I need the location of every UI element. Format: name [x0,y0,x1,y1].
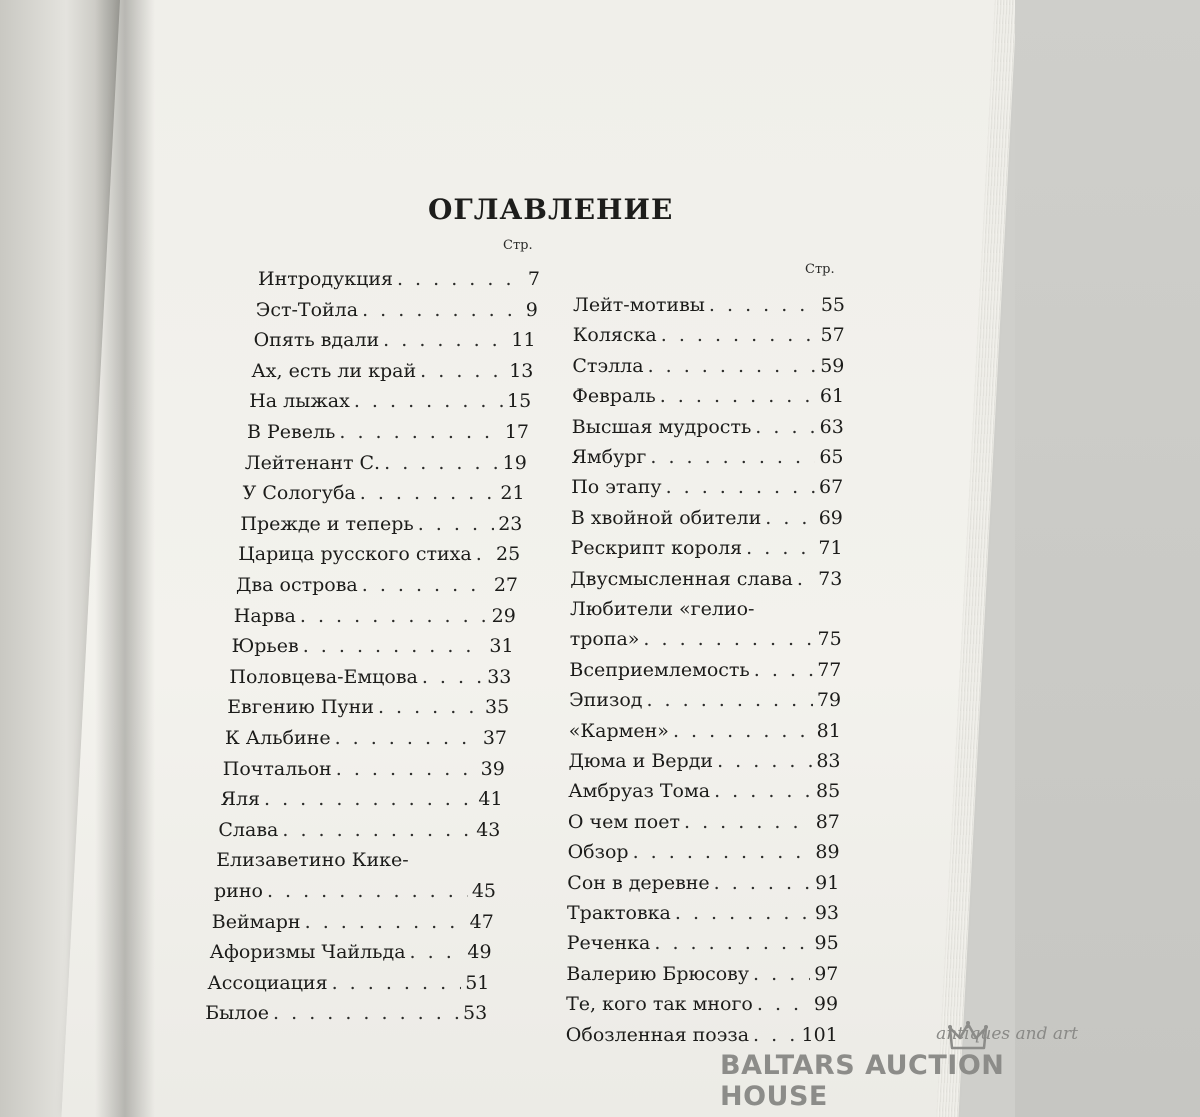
toc-entry [240,513,522,535]
toc-entry [571,476,843,498]
toc-entry-title: Опять вдали [253,329,380,352]
toc-entry-leader [660,385,816,407]
toc-entry [221,788,503,810]
toc-entry-page: 79 [816,689,842,712]
toc-entry-leader [397,268,524,290]
toc-entry-page: 41 [478,788,503,811]
toc-entry-page: 33 [487,665,512,688]
toc-entry [236,574,518,596]
toc-entry-page: 61 [819,385,845,408]
toc-entry-page: 35 [485,696,510,719]
toc-entry-leader [661,324,817,346]
toc-entry-leader [335,727,479,749]
toc-entry [223,758,505,780]
toc-entry-leader [754,659,813,681]
toc-entry-leader [633,841,812,863]
toc-entry-title: Афоризмы Чайльда [209,941,406,964]
toc-entry [238,543,520,565]
toc-entry-leader [273,1002,459,1024]
toc-entry [247,421,529,443]
toc-entry [566,993,838,1015]
toc-entry-leader [476,543,492,565]
toc-entry [571,537,843,559]
toc-entry-page: 19 [502,451,527,474]
toc-entry-leader [383,329,507,351]
toc-entry-title: Лейтенант С. [244,451,381,474]
toc-entry-title: Эст-Тойла [255,298,359,321]
toc-entry-title: Ямбург [571,446,647,468]
toc-entry-leader [384,452,499,474]
toc-entry-page: 13 [509,359,534,382]
toc-entry-title: Стэлла [572,354,644,377]
toc-entry [258,268,540,290]
toc-entry-title: Обозленная поэза [565,1023,750,1046]
toc-entry-leader [300,605,488,627]
toc-entry-page: 63 [819,415,844,438]
toc-entry-title: «Кармен» [568,719,669,742]
toc-entry-title: Те, кого так много [566,993,753,1016]
toc-entry-leader [360,482,497,504]
toc-entry [205,1002,487,1024]
toc-entry-leader [753,963,810,985]
toc-entry-title: Лейт-мотивы [573,294,705,316]
toc-entry-page: 89 [815,841,840,864]
toc-entry-leader [714,872,811,894]
toc-entry-page: 25 [496,543,521,566]
toc-entry-leader [362,574,490,596]
toc-entry-title: Коляска [572,324,657,347]
toc-entry-leader [648,355,817,377]
toc-entry-page: 11 [511,329,536,352]
toc-entry-page: 77 [817,658,842,681]
toc-entry-page: 99 [813,993,839,1016]
toc-entry-title: Юрьев [231,635,299,658]
toc-entry-leader [264,788,474,810]
toc-entry-title: Реченка [566,932,651,955]
toc-entry-title: Высшая мудрость [571,415,752,438]
toc-entry-title: Двусмысленная слава [570,567,793,590]
toc-entry-leader [675,902,811,924]
toc-entry-page: 65 [819,446,844,468]
toc-entry-leader [646,689,812,711]
toc-entry-page: 17 [504,421,529,443]
toc-entry-leader [684,811,812,833]
toc-entry-title: В хвойной обители [570,506,762,529]
toc-entry-page: 81 [816,719,841,742]
toc-entry-title: Сон в деревне [567,871,710,894]
toc-entry-leader [267,880,468,902]
toc-entry-page: 51 [465,971,490,994]
toc-entry-title: Половцева-Емцова [229,665,418,688]
toc-entry-title: рино [214,880,263,902]
toc-entry-leader [709,294,817,316]
toc-entry [216,849,498,871]
toc-entry [569,659,841,681]
toc-entry-title: Елизаветино Кике- [216,849,409,872]
toc-entry-page: 43 [476,818,501,841]
toc-entry-leader [650,446,815,468]
toc-entry-page: 67 [819,476,844,499]
toc-entry-leader [757,993,810,1015]
toc-entry-title: Валерию Брюсову [566,962,750,985]
toc-entry-title: Эпизод [569,689,643,712]
toc-entry-title: Всеприемлемость [569,658,750,681]
toc-entry-leader [418,513,495,535]
toc-entry [570,628,842,650]
toc-entry-page: 75 [817,628,842,651]
toc-entry-title: Ах, есть ли край [251,359,417,382]
toc-entry [568,811,840,833]
toc-entry [225,727,507,749]
toc-entry [212,911,494,933]
toc-entry [218,819,500,841]
toc-entry-page: 39 [480,757,505,780]
toc-entry [569,750,841,772]
toc-entry [256,299,538,321]
toc-entry-leader [410,941,464,963]
toc-entry-leader [755,416,815,438]
toc-entry-page: 55 [820,294,845,316]
toc-entry [210,941,492,963]
toc-entry-leader [378,696,481,718]
toc-entry-page: 49 [467,941,492,964]
toc-entry-leader [643,628,813,650]
toc-entry-leader [654,932,810,954]
toc-entry-page: 53 [463,1002,488,1025]
toc-entry-leader [797,568,814,590]
toc-entry-title: По этапу [571,476,662,499]
toc-entry [568,841,840,863]
toc-entry-page: 47 [469,910,494,933]
toc-entry [567,902,839,924]
toc-entry [245,452,527,474]
toc-entry-page: 21 [500,482,525,505]
toc-entry-leader [362,299,522,321]
toc-entry-leader [282,819,472,841]
toc-entry-page: 71 [818,537,843,560]
toc-entry-page: 85 [816,780,841,803]
watermark-name: BALTARS AUCTION HOUSE [720,1050,1005,1112]
toc-entry-title: Рескрипт короля [570,537,743,560]
toc-entry [568,780,840,802]
page-column-header-right: Стр. [805,262,835,277]
toc-entry [214,880,496,902]
toc-entry-leader [422,666,483,688]
toc-entry-page: 93 [814,902,839,924]
toc-entry-title: Царица русского стиха [238,543,472,566]
toc-entry [207,972,489,994]
toc-entry-leader [717,750,812,772]
toc-entry-page: 9 [525,298,538,321]
toc-entry-title: Евгению Пуни [227,696,374,719]
toc-entry [573,324,845,346]
toc-entry [570,568,842,590]
toc-entry-page: 87 [815,810,840,833]
toc-entry-page: 95 [814,932,839,955]
toc-entry-title: Слава [218,818,279,841]
toc-entry [572,446,844,468]
toc-entry-page: 45 [471,880,496,902]
toc-entry-page: 27 [493,574,518,596]
toc-entry-title: Былое [205,1002,270,1025]
toc-entry [234,605,516,627]
toc-entry-leader [354,390,503,412]
toc-entry-title: Февраль [572,385,656,408]
toc-entry [569,689,841,711]
toc-entry [570,598,842,620]
toc-entry [572,416,844,438]
toc-entry-leader [420,360,505,382]
toc-entry-title: Обзор [567,841,629,864]
toc-entry [573,294,845,316]
toc-entry-leader [305,911,466,933]
toc-entry-page: 91 [815,871,840,894]
toc-entry [567,932,839,954]
toc-entry-title: Ассоциация [207,971,328,994]
toc-entry-title: На лыжах [249,390,350,413]
toc-entry [232,635,514,657]
toc-entry-page: 31 [489,635,514,658]
toc-entry-leader [765,507,814,529]
toc-entry-page: 7 [527,268,540,290]
toc-entry [571,507,843,529]
toc-entry-title: В Ревель [247,421,336,443]
toc-entry-page: 73 [818,567,843,590]
toc-entry-leader [332,972,462,994]
toc-entry-page: 37 [482,727,507,749]
toc-entry-title: Любители «гелио- [570,598,755,620]
toc-title: ОГЛАВЛЕНИЕ [428,193,674,226]
toc-entry-leader [336,758,477,780]
toc-entry-leader [673,720,813,742]
toc-entry-title: Амбруаз Тома [568,780,711,803]
toc-entry-leader [303,635,486,657]
toc-entry-leader [714,780,812,802]
toc-entry-page: 29 [491,604,516,627]
toc-entry-title: Дюма и Верди [568,750,714,772]
toc-entry-page: 15 [507,390,532,413]
toc-entry-title: Прежде и теперь [240,512,414,535]
toc-entry [572,385,844,407]
toc-entry [572,355,844,377]
toc-entry [566,963,838,985]
toc-entry-title: У Сологуба [242,482,356,505]
toc-entry-title: Трактовка [567,902,671,924]
toc-entry-leader [746,537,814,559]
toc-entry-leader [339,421,500,443]
toc-entry-page: 101 [801,1023,838,1046]
toc-entry-title: О чем поет [567,810,680,833]
toc-entry-title: Яля [220,788,260,811]
toc-entry [249,390,531,412]
watermark-subtitle: antiques and art [936,1024,1078,1044]
toc-entry [243,482,525,504]
toc-entry [227,696,509,718]
toc-entry-page: 23 [498,512,523,535]
toc-entry-page: 69 [818,506,843,529]
toc-entry [567,872,839,894]
toc-entry-page: 83 [816,750,841,772]
toc-entry-title: Почтальон [222,757,332,780]
toc-entry-page: 97 [814,962,839,985]
toc-entry [569,720,841,742]
toc-entry-title: К Альбине [225,727,331,749]
toc-entry-page: 59 [820,354,845,377]
toc-entry [254,329,536,351]
toc-entry-title: Интродукция [258,268,393,290]
watermark [720,1020,1120,1112]
page-column-header-left: Стр. [503,238,533,253]
toc-entry-leader [666,476,815,498]
toc-entry-title: Два острова [236,574,358,596]
toc-entry-title: Веймарн [211,910,301,933]
toc-entry-title: Нарва [233,604,296,627]
toc-entry-title: тропа» [569,628,640,651]
toc-entry-page: 57 [820,324,845,347]
toc-entry [229,666,511,688]
toc-entry [251,360,533,382]
